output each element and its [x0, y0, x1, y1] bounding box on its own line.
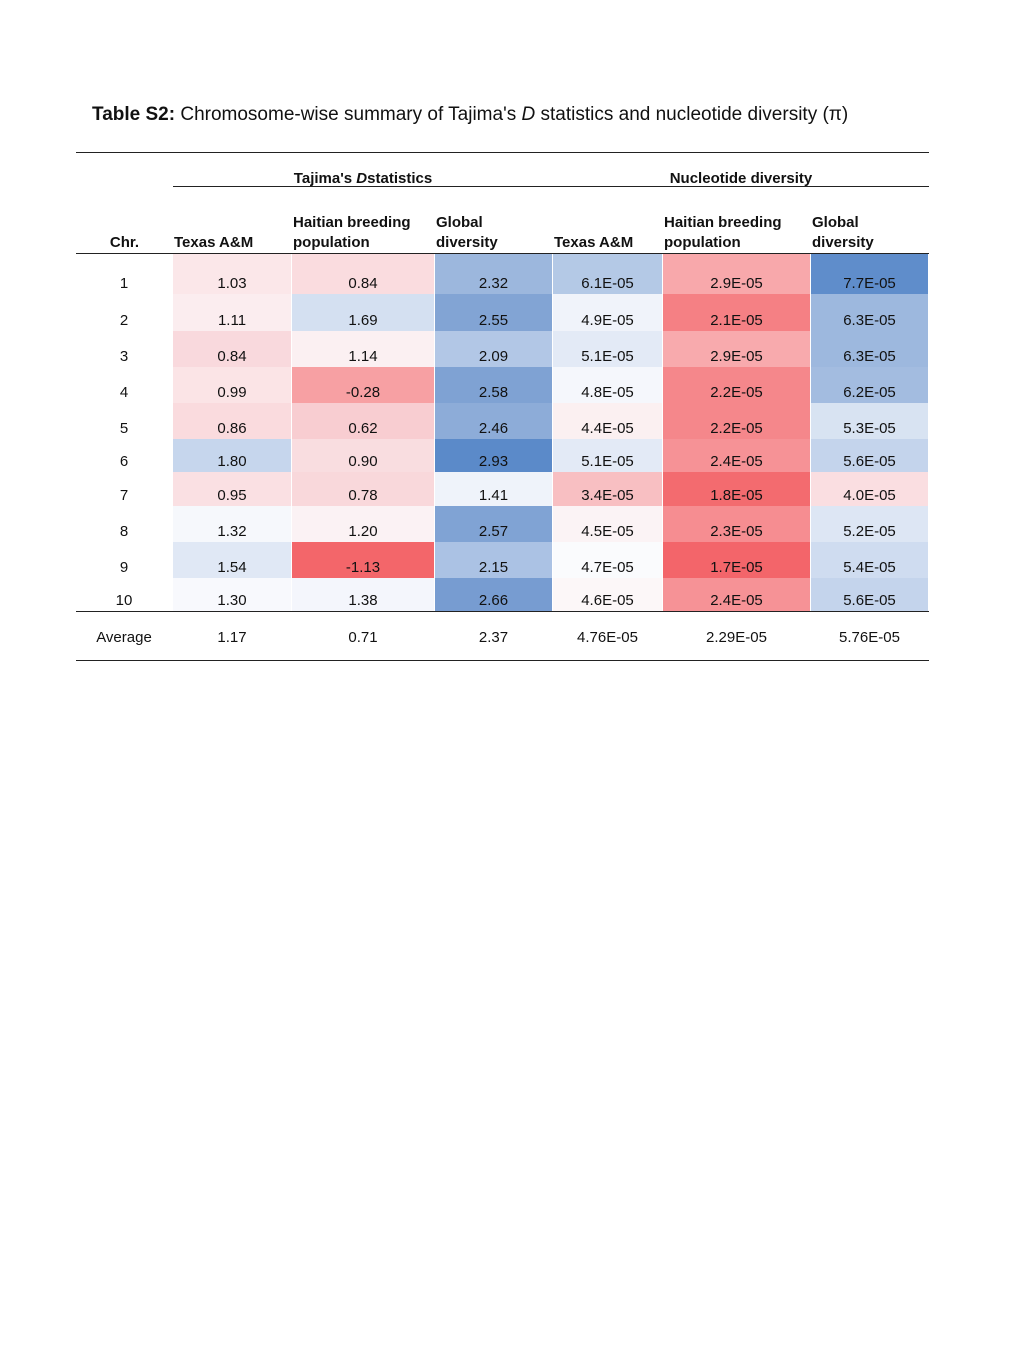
value-cell: 1.38	[292, 578, 434, 611]
value-cell: 2.2E-05	[663, 403, 810, 439]
value-cell: 7.7E-05	[811, 254, 928, 294]
chr-cell: 7	[119, 487, 129, 504]
value-cell: 2.15	[435, 542, 552, 578]
column-header-line2: Texas A&M	[174, 234, 254, 251]
column-header-line1: Global	[812, 214, 859, 231]
table-caption	[92, 103, 992, 127]
value-cell: 0.99	[173, 367, 291, 403]
value-cell: 1.14	[292, 331, 434, 367]
caption-label: Table S2:	[92, 104, 176, 125]
value-cell: 1.7E-05	[663, 542, 810, 578]
table-bottom-rule	[76, 660, 929, 661]
average-value: 1.17	[217, 629, 247, 646]
chr-cell: 9	[119, 559, 129, 576]
column-header	[293, 213, 435, 253]
value-cell: 4.5E-05	[553, 506, 662, 542]
caption-text: Chromosome-wise summary of Tajima's	[180, 104, 517, 125]
column-header	[436, 213, 553, 253]
chr-cell: 6	[119, 453, 129, 470]
column-header-line1: Global	[436, 214, 483, 231]
average-value: 0.71	[348, 629, 378, 646]
value-cell: 1.11	[173, 294, 291, 331]
column-header-line2: population	[293, 234, 370, 251]
column-header	[664, 213, 811, 253]
group-header-nucleotide: Nucleotide diversity	[669, 170, 813, 187]
value-cell: 2.9E-05	[663, 254, 810, 294]
column-header-line1: Haitian breeding	[293, 214, 411, 231]
caption-text-after: statistics and nucleotide diversity (π)	[540, 104, 849, 125]
value-cell: 5.6E-05	[811, 578, 928, 611]
value-cell: 0.86	[173, 403, 291, 439]
value-cell: 2.93	[435, 439, 552, 472]
column-header-line2: diversity	[812, 234, 874, 251]
value-cell: 5.4E-05	[811, 542, 928, 578]
average-value: 2.29E-05	[706, 629, 767, 646]
value-cell: 1.54	[173, 542, 291, 578]
tajima-suffix: statistics	[367, 170, 433, 187]
average-value: 4.76E-05	[577, 629, 638, 646]
value-cell: 2.57	[435, 506, 552, 542]
value-cell: 2.32	[435, 254, 552, 294]
value-cell: 6.2E-05	[811, 367, 928, 403]
value-cell: -1.13	[292, 542, 434, 578]
value-cell: 0.95	[173, 472, 291, 506]
value-cell: -0.28	[292, 367, 434, 403]
value-cell: 2.9E-05	[663, 331, 810, 367]
value-cell: 1.69	[292, 294, 434, 331]
chr-cell: 1	[119, 275, 129, 292]
value-cell: 0.84	[292, 254, 434, 294]
value-cell: 1.30	[173, 578, 291, 611]
value-cell: 0.90	[292, 439, 434, 472]
value-cell: 2.09	[435, 331, 552, 367]
value-cell: 6.1E-05	[553, 254, 662, 294]
average-value: 2.37	[478, 629, 509, 646]
column-header-line1	[76, 213, 173, 233]
group-header-tajima	[173, 170, 553, 188]
value-cell: 2.3E-05	[663, 506, 810, 542]
chr-cell: 3	[119, 348, 129, 365]
value-cell: 2.66	[435, 578, 552, 611]
average-label: Average	[96, 629, 152, 646]
value-cell: 1.32	[173, 506, 291, 542]
chr-cell: 4	[119, 384, 129, 401]
column-header	[76, 213, 173, 253]
column-header-line2: Texas A&M	[554, 234, 634, 251]
value-cell: 4.4E-05	[553, 403, 662, 439]
column-header-line2: population	[664, 234, 741, 251]
value-cell: 4.8E-05	[553, 367, 662, 403]
value-cell: 1.80	[173, 439, 291, 472]
value-cell: 5.1E-05	[553, 331, 662, 367]
value-cell: 2.4E-05	[663, 439, 810, 472]
chr-cell: 5	[119, 420, 129, 437]
chr-cell: 8	[119, 523, 129, 540]
value-cell: 0.78	[292, 472, 434, 506]
value-cell: 4.6E-05	[553, 578, 662, 611]
value-cell: 6.3E-05	[811, 294, 928, 331]
value-cell: 5.2E-05	[811, 506, 928, 542]
value-cell: 1.20	[292, 506, 434, 542]
tajima-italic: D	[356, 170, 368, 187]
column-header-line2: Chr.	[109, 234, 140, 251]
value-cell: 2.55	[435, 294, 552, 331]
chr-cell: 10	[115, 592, 133, 609]
value-cell: 2.2E-05	[663, 367, 810, 403]
value-cell: 1.8E-05	[663, 472, 810, 506]
table-top-rule	[76, 152, 929, 153]
column-header	[554, 213, 663, 253]
value-cell: 5.3E-05	[811, 403, 928, 439]
value-cell: 6.3E-05	[811, 331, 928, 367]
value-cell: 4.9E-05	[553, 294, 662, 331]
average-value: 5.76E-05	[839, 629, 900, 646]
value-cell: 2.58	[435, 367, 552, 403]
column-header-line1	[554, 213, 663, 233]
value-cell: 2.4E-05	[663, 578, 810, 611]
column-header	[812, 213, 929, 253]
caption-italic: D	[521, 104, 536, 125]
value-cell: 2.1E-05	[663, 294, 810, 331]
column-header-line2: diversity	[436, 234, 498, 251]
value-cell: 2.46	[435, 403, 552, 439]
value-cell: 0.62	[292, 403, 434, 439]
column-header	[174, 213, 292, 253]
value-cell: 1.03	[173, 254, 291, 294]
chr-cell: 2	[119, 312, 129, 329]
value-cell: 4.7E-05	[553, 542, 662, 578]
column-header-line1: Haitian breeding	[664, 214, 782, 231]
tajima-prefix: Tajima's	[293, 170, 353, 187]
value-cell: 3.4E-05	[553, 472, 662, 506]
value-cell: 4.0E-05	[811, 472, 928, 506]
value-cell: 1.41	[435, 472, 552, 506]
value-cell: 0.84	[173, 331, 291, 367]
value-cell: 5.1E-05	[553, 439, 662, 472]
column-header-line1	[174, 213, 292, 233]
value-cell: 5.6E-05	[811, 439, 928, 472]
